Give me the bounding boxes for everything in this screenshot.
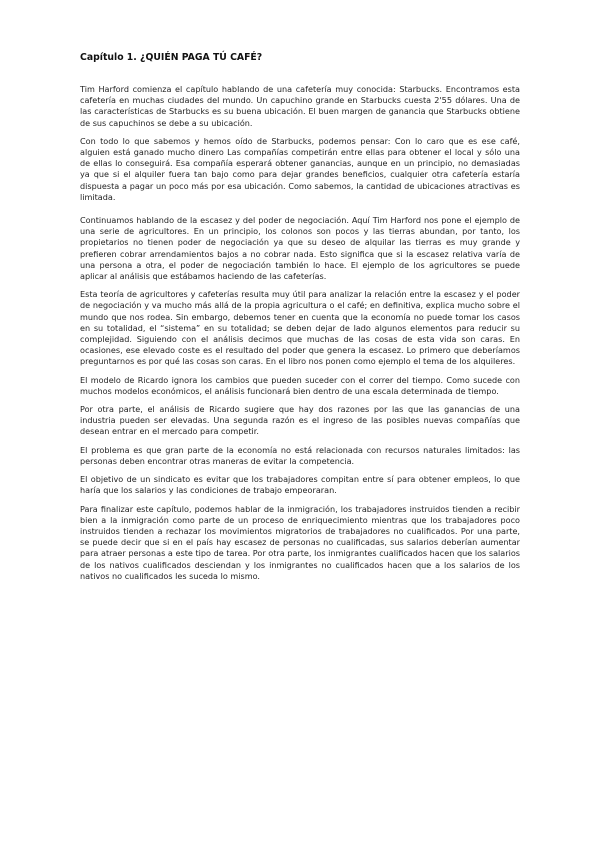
chapter-title: Capítulo 1. ¿QUIÉN PAGA TÚ CAFÉ?: [80, 52, 263, 63]
paragraph-scarcity-theory: Esta teoría de agricultores y cafeterías resulta muy útil para analizar la relación entre la escasez y el poder de negociación y va mucho más allá de la propia agricultura o el café; en definitiva, explica mucho sobre el mundo que nos rodea. Sin embargo, debemos tener en cuenta que la economía no puede tomar los casos en su totalidad, el “sistema” en su totalidad; se deben dejar de lado algunos elementos para reducir su complejidad. Siguiendo con el análisis decimos que muchas de las cosas de esta vida son caras. En ocasiones, ese elevado coste es el resultado del poder que genera la escasez. Lo primero que deberíamos preguntarnos es por qué las cosas son caras. En el libro nos ponen como ejemplo el tema de los alquileres.: [80, 289, 520, 367]
paragraph-immigration: Para finalizar este capítulo, podemos hablar de la inmigración, los trabajadores instruidos tienden a recibir bien a la inmigración como parte de un proceso de enriquecimiento mientras que los trabajadores poco instruidos tienden a rechazar los movimientos migratorios de trabajadores no cualificados. Por una parte, se puede decir que si en el país hay escasez de personas no cualificadas, sus salarios deberían aumentar para atraer personas a este tipo de tarea. Por otra parte, los inmigrantes cualificados hacen que los salarios de los nativos cualificados desciendan y los inmigrantes no cualificados hacen que a los salarios de los nativos no cualificados les suceda lo mismo.: [80, 503, 520, 581]
paragraph-starbucks-intro: Tim Harford comienza el capítulo hablando de una cafetería muy conocida: Starbucks. Encontramos esta cafetería en muchas ciudades del mundo. Un capuchino grande en Starbucks cuesta 2'55 dólares. Una de las características de Starbucks es su buena ubicación. El buen margen de ganancia que Starbucks obtiene de sus capuchinos se debe a su ubicación.: [80, 84, 520, 128]
document-body: [80, 52, 520, 589]
paragraph-competition: El problema es que gran parte de la economía no está relacionada con recursos naturales limitados: las personas deben encontrar otras maneras de evitar la competencia.: [80, 444, 520, 466]
paragraph-ricardo-reasons: Por otra parte, el análisis de Ricardo sugiere que hay dos razones por las que las ganancias de una industria pueden ser elevadas. Una segunda razón es el ingreso de las posibles nuevas compañías que desean entrar en el mercado para competir.: [80, 404, 520, 437]
paragraph-ricardo-model: El modelo de Ricardo ignora los cambios que pueden suceder con el correr del tiempo. Como sucede con muchos modelos económicos, el análisis funcionará bien dentro de una escala determinada de tiempo.: [80, 374, 520, 396]
paragraph-scarcity-farmers: Continuamos hablando de la escasez y del poder de negociación. Aquí Tim Harford nos pone el ejemplo de una serie de agricultores. En un principio, los colonos son pocos y las tierras abundan, por tanto, los propietarios no tienen poder de negociación ya que su deseo de alquilar las tierras es muy grande y prefieren cobrar arrendamientos bajos a no cobrar nada. Esto significa que si la escasez relativa varía de una persona a otra, el poder de negociación también lo hace. El ejemplo de los agricultores se puede aplicar al análisis que estábamos haciendo de las cafeterías.: [80, 215, 520, 282]
paragraph-starbucks-location: Con todo lo que sabemos y hemos oído de Starbucks, podemos pensar: Con lo caro que es ese café, alguien está ganado mucho dinero Las compañías competirán entre ellas para obtener el local y sólo una de ellas lo conseguirá. Esa compañía esperará obtener ganancias, aunque en un principio, no demasiadas ya que si el alquiler fuera tan bajo como para dejar grandes beneficios, cualquier otra cafetería estaría dispuesta a pagar un poco más por esa ubicación. Como sabemos, la cantidad de ubicaciones atractivas es limitada.: [80, 135, 520, 202]
paragraph-union: El objetivo de un sindicato es evitar que los trabajadores compitan entre sí para obtener empleos, lo que haría que los salarios y las condiciones de trabajo empeoraran.: [80, 474, 520, 496]
